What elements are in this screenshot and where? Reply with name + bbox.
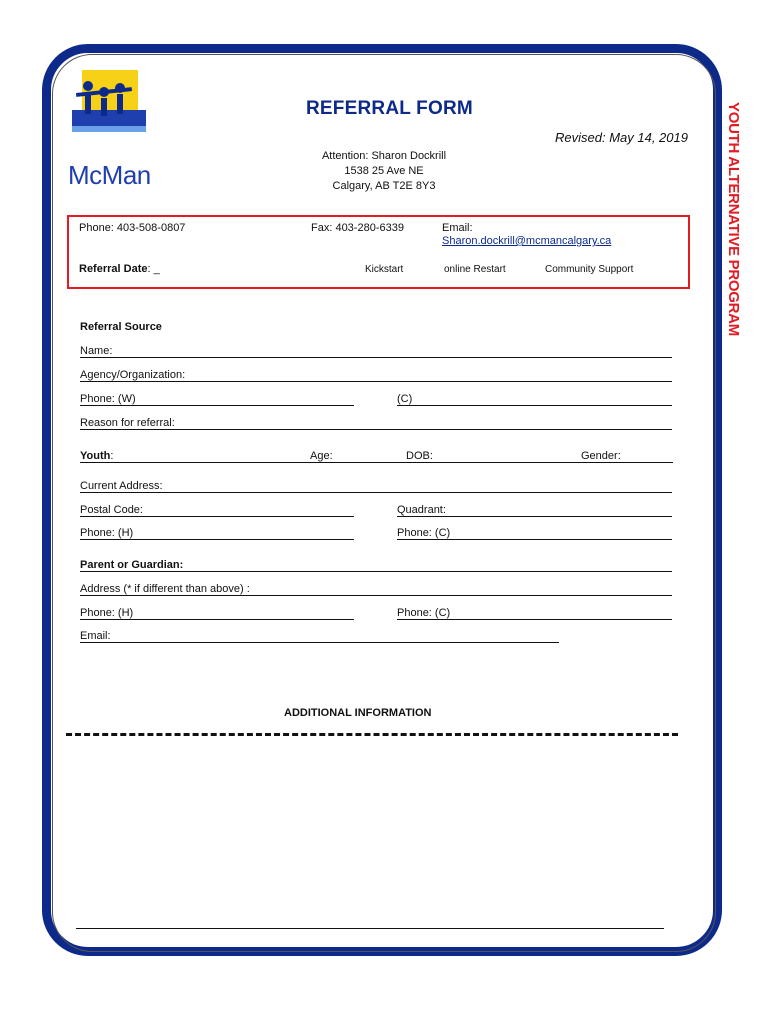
address-line-1: 1538 25 Ave NE (344, 165, 424, 177)
option-kickstart[interactable]: Kickstart (365, 264, 404, 275)
youth-phone-c-field[interactable] (397, 539, 672, 540)
guardian-email-label: Email: (80, 630, 111, 642)
page-title: REFERRAL FORM (306, 98, 473, 119)
additional-info-field[interactable] (76, 928, 664, 929)
additional-info-heading: ADDITIONAL INFORMATION (284, 707, 432, 719)
logo-text: McMan (68, 160, 151, 190)
contact-email-label: Email: (442, 222, 473, 234)
attention-line: Attention: Sharon Dockrill (321, 150, 447, 162)
postal-code-field[interactable] (80, 516, 354, 517)
contact-fax: Fax: 403-280-6339 (311, 222, 404, 234)
agency-field[interactable] (80, 381, 672, 382)
age-label: Age: (310, 450, 333, 462)
referral-phone-w-label: Phone: (W) (80, 393, 136, 405)
gender-label: Gender: (581, 450, 621, 462)
guardian-phone-h-label: Phone: (H) (80, 607, 134, 619)
youth-label: Youth: (80, 450, 114, 462)
section-divider (66, 733, 678, 736)
youth-phone-h-label: Phone: (H) (80, 527, 134, 539)
guardian-address-field[interactable] (80, 595, 672, 596)
name-label: Name: (80, 345, 113, 357)
option-community-support[interactable]: Community Support (545, 264, 634, 275)
guardian-email-field[interactable] (80, 642, 559, 643)
referral-phone-c-field[interactable] (397, 405, 672, 406)
referral-phone-w-field[interactable] (80, 405, 354, 406)
referral-source-heading: Referral Source (80, 321, 162, 333)
revised-date: Revised: May 14, 2019 (555, 130, 688, 145)
option-online-restart[interactable]: online Restart (444, 264, 506, 275)
guardian-phone-h-field[interactable] (80, 619, 354, 620)
guardian-label: Parent or Guardian: (80, 559, 184, 571)
guardian-phone-c-label: Phone: (C) (397, 607, 451, 619)
referral-date[interactable]: Referral Date: _ (79, 263, 160, 275)
youth-field[interactable] (80, 462, 673, 463)
reason-field[interactable] (80, 429, 672, 430)
mcman-logo-icon (64, 66, 154, 162)
guardian-field[interactable] (80, 571, 672, 572)
referral-phone-c-label: (C) (397, 393, 413, 405)
guardian-address-label: Address (* if different than above) : (80, 583, 250, 595)
current-address-field[interactable] (80, 492, 672, 493)
reason-label: Reason for referral: (80, 417, 175, 429)
dob-label: DOB: (406, 450, 433, 462)
youth-phone-h-field[interactable] (80, 539, 354, 540)
address-line-2: Calgary, AB T2E 8Y3 (332, 180, 436, 192)
quadrant-label: Quadrant: (397, 504, 446, 516)
contact-phone: Phone: 403-508-0807 (79, 222, 186, 234)
postal-code-label: Postal Code: (80, 504, 143, 516)
contact-email-link[interactable]: Sharon.dockrill@mcmancalgary.ca (442, 235, 612, 247)
guardian-phone-c-field[interactable] (397, 619, 672, 620)
current-address-label: Current Address: (80, 480, 163, 492)
side-banner: YOUTH ALTERNATIVE PROGRAM (725, 102, 742, 336)
name-field[interactable] (80, 357, 672, 358)
quadrant-field[interactable] (397, 516, 672, 517)
youth-phone-c-label: Phone: (C) (397, 527, 451, 539)
agency-label: Agency/Organization: (80, 369, 186, 381)
